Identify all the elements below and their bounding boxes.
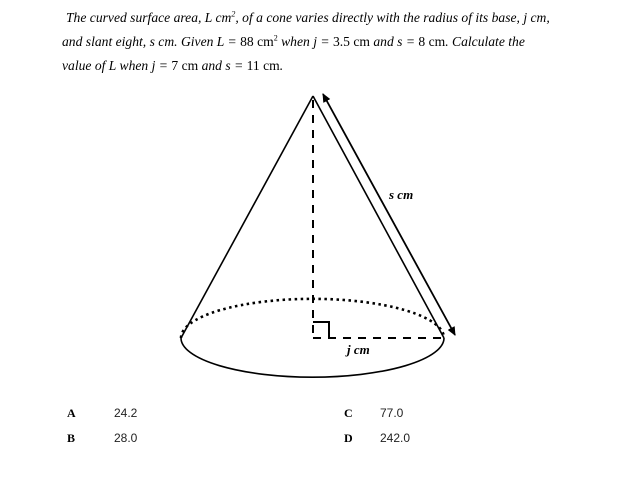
option-c-letter: C bbox=[344, 406, 353, 420]
option-b-letter: B bbox=[67, 431, 76, 445]
option-d-letter: D bbox=[344, 431, 353, 445]
question-fragment: and s = bbox=[198, 58, 247, 73]
question-fragment: . Calculate the bbox=[445, 34, 525, 49]
cone-left-side bbox=[181, 96, 313, 338]
given-radius-value: 3.5 cm bbox=[332, 34, 370, 49]
option-c-value: 77.0 bbox=[380, 406, 404, 420]
question-fragment: and slant eight, s cm. Given L = bbox=[62, 34, 241, 49]
target-slant-value: 11 cm bbox=[246, 58, 280, 73]
question-fragment: when j = bbox=[277, 34, 333, 49]
question-fragment: , of a cone varies directly with the radius of its base, j cm, bbox=[235, 10, 550, 25]
question-fragment: value of L when j = bbox=[62, 58, 172, 73]
slant-label: s cm bbox=[389, 187, 414, 202]
given-area-value: 88 cm bbox=[240, 34, 274, 49]
cone-base-front-arc bbox=[181, 338, 444, 377]
option-a-value: 24.2 bbox=[114, 406, 138, 420]
question-fragment: and s = bbox=[369, 34, 419, 49]
superscript: 2 bbox=[231, 9, 236, 19]
right-angle-marker bbox=[313, 322, 329, 338]
cone-right-side bbox=[313, 96, 444, 338]
target-radius-value: 7 cm bbox=[171, 58, 199, 73]
option-d-value: 242.0 bbox=[380, 431, 411, 445]
given-slant-value: 8 cm bbox=[418, 34, 446, 49]
superscript: 2 bbox=[273, 33, 278, 43]
option-a-letter: A bbox=[67, 406, 76, 420]
radius-label: j cm bbox=[347, 342, 370, 357]
option-b-value: 28.0 bbox=[114, 431, 138, 445]
question-fragment: The curved surface area, L cm bbox=[66, 10, 232, 25]
question-fragment: . bbox=[279, 58, 284, 73]
